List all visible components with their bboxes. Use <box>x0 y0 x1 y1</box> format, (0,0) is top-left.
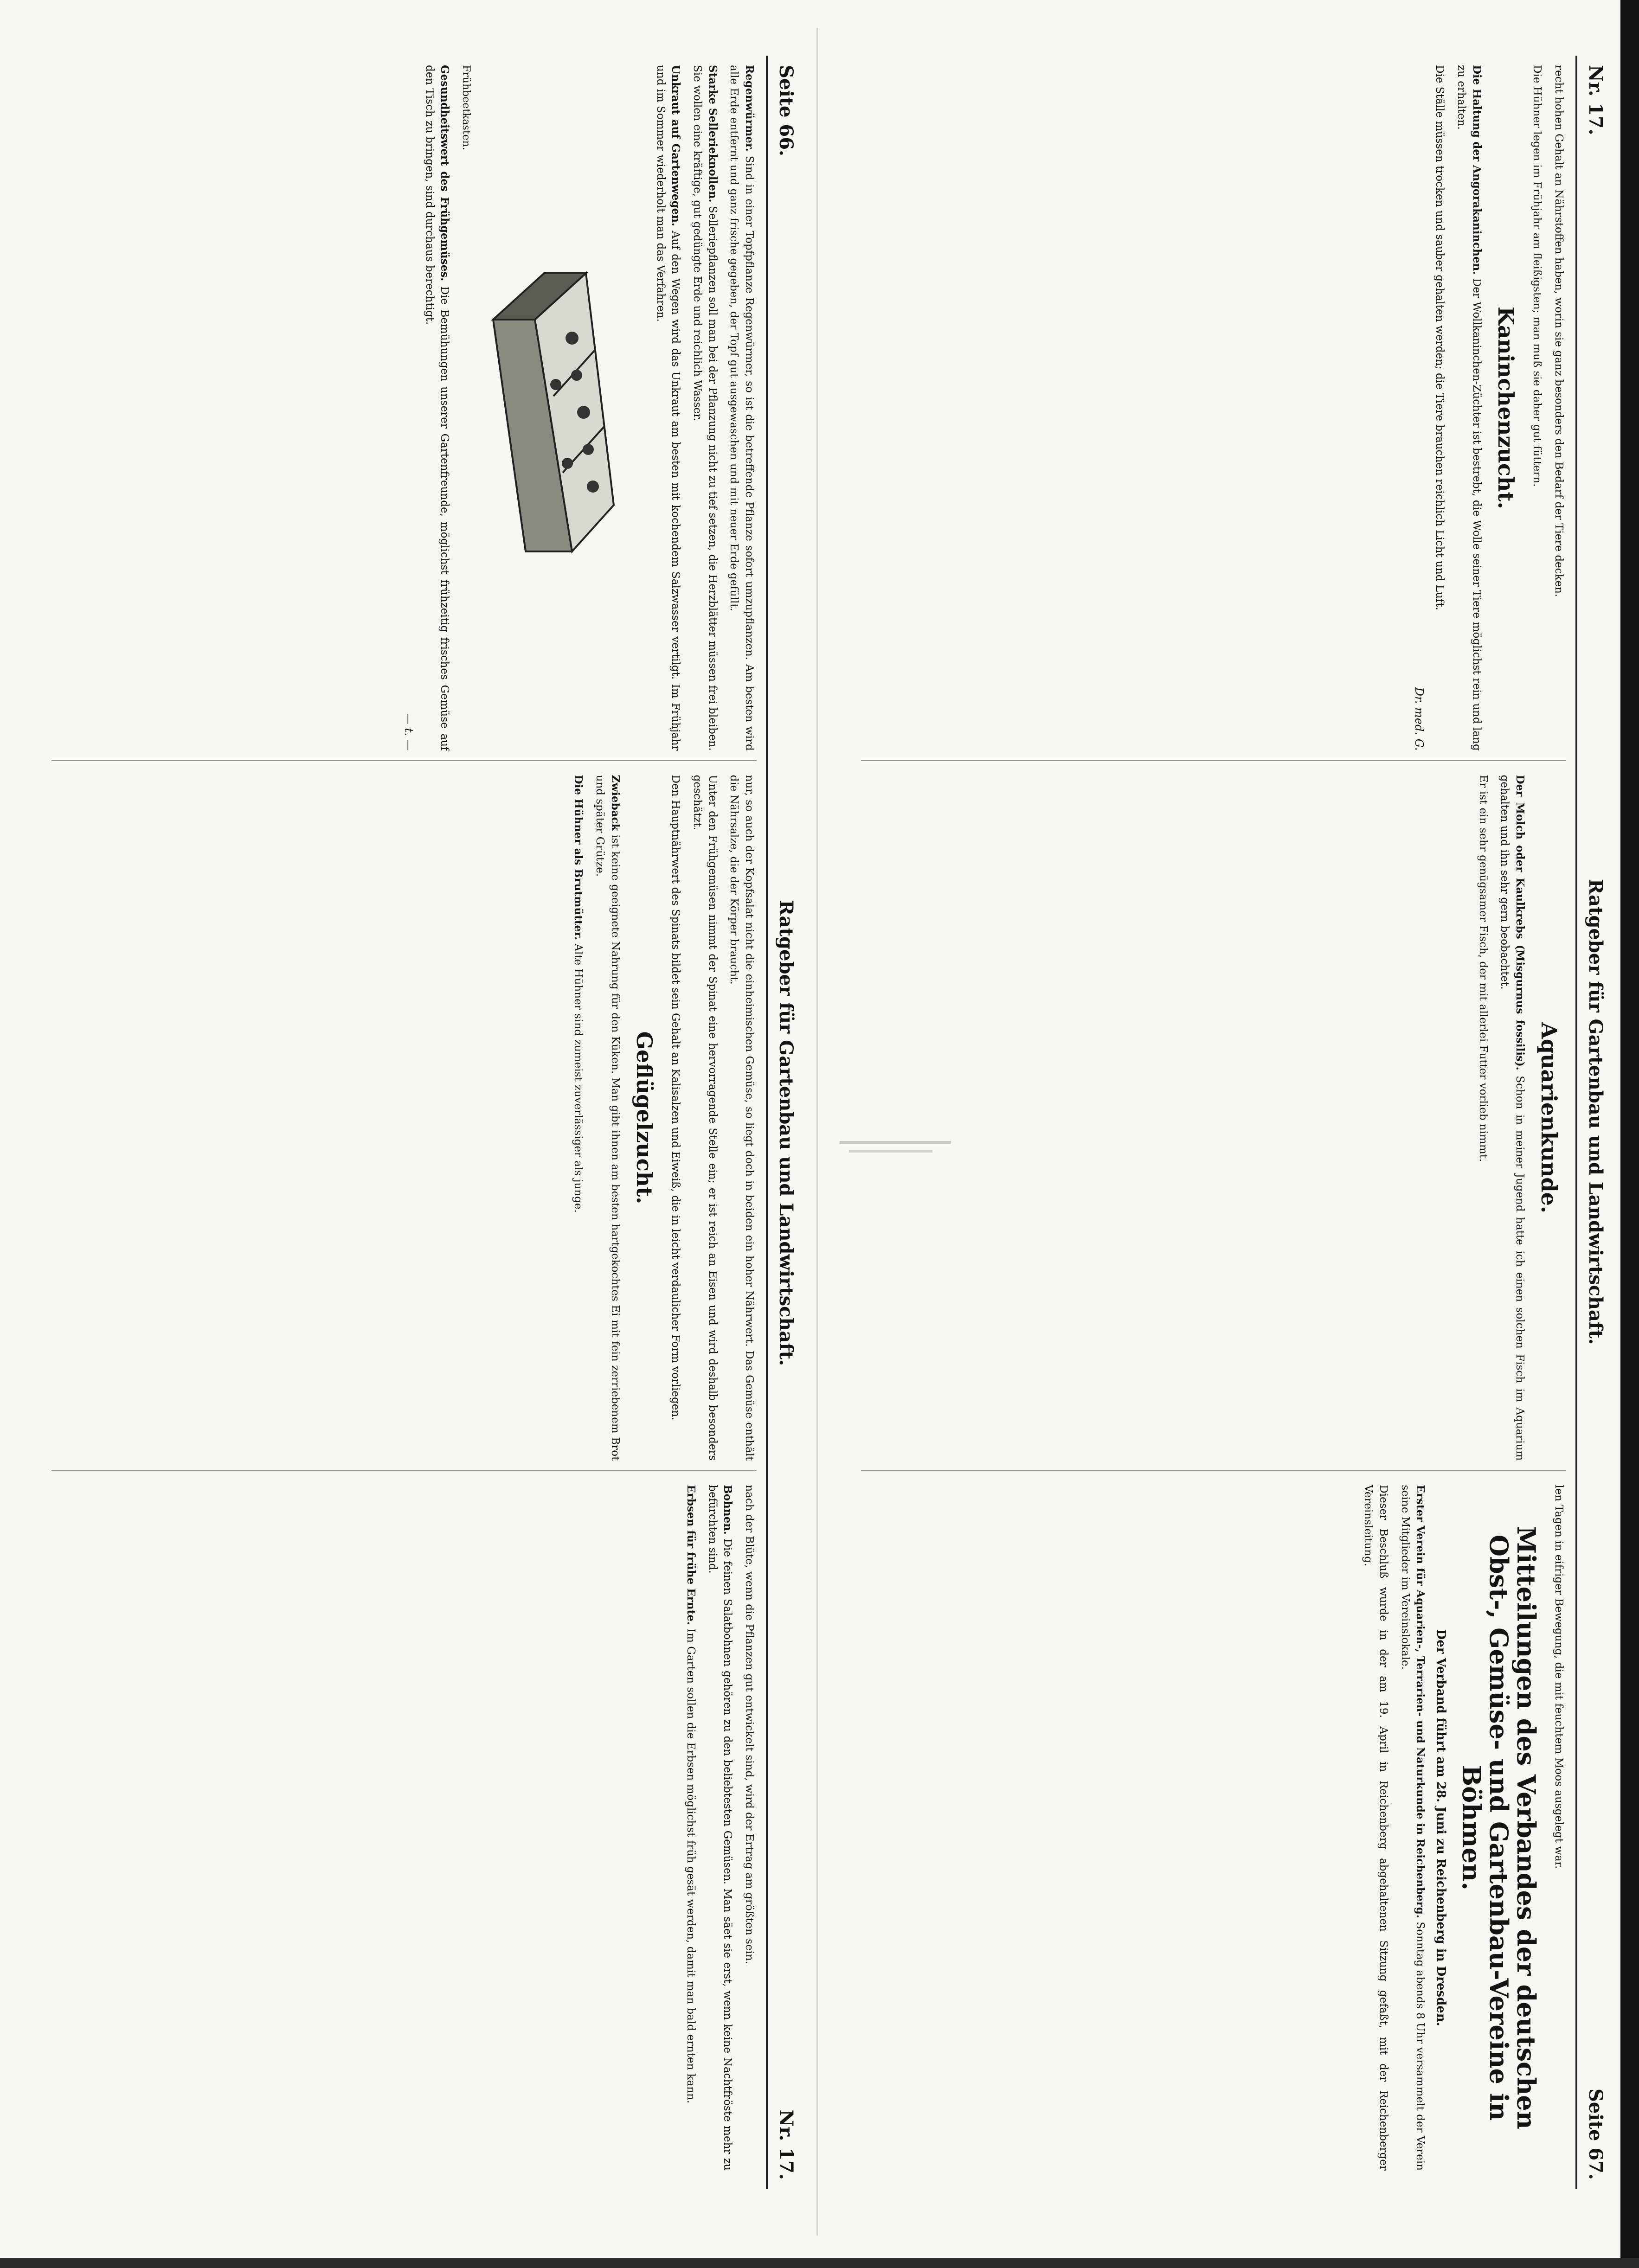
paragraph-text: Dieser Beschluß wurde in der am 19. April in Reichenberg abgehaltenen Sitzung gefaßt, mit der Reichenberger Vereinsleitung. <box>1362 1485 1389 2171</box>
page-number: Seite 67. <box>1585 2089 1607 2180</box>
paragraph-text: Er ist ein sehr genügsamer Fisch, der mit allerlei Futter vorlieb nimmt. <box>1477 775 1489 1162</box>
article-paragraph <box>726 775 757 1461</box>
column-1 <box>861 65 1566 761</box>
paragraph-lead: Zwieback <box>609 775 622 831</box>
section-title: Aquarienkunde. <box>1536 1022 1562 1213</box>
page-gutter <box>816 28 818 2236</box>
cold-frame-illustration <box>479 65 646 751</box>
article-paragraph <box>653 65 683 751</box>
article-paragraph <box>1551 65 1566 751</box>
article-paragraph <box>1453 65 1484 751</box>
cold-frame-drawing <box>484 245 642 570</box>
section-title: Mitteilungen des Verbandes der deutschen Obst-, Gemüse- und Gartenbau-Vereine in Böhmen. <box>1456 1526 1542 2129</box>
paragraph-text: Die Hühner legen im Frühjahr am fleißigsten; man muß sie daher gut füttern. <box>1531 65 1543 487</box>
article-paragraph <box>571 775 586 1461</box>
publication-title: Ratgeber für Gartenbau und Landwirtschaft. <box>775 900 797 1366</box>
paragraph-lead: Regenwürmer. <box>743 65 756 152</box>
article-paragraph <box>1530 65 1545 751</box>
page-header <box>1575 56 1614 2189</box>
paragraph-text: Die feinen Salatbohnen gehören zu den beliebtesten Gemüsen. Man säet sie erst, wenn keine Nachtfröste mehr zu befürchten sind. <box>706 1485 734 2171</box>
paragraph-text: Selleriepflanzen soll man bei der Pflanzung nicht zu tief setzen, die Herzblätter müssen frei bleiben. Sie wollen eine kräftige, gut gedüngte Erde und reichlich Wasser. <box>691 65 719 751</box>
paragraph-text: nur, so auch der Kopfsalat nicht die einheimischen Gemüse, so liegt doch in beiden ein hoher Nährwert. Das Gemüse enthält die Nährsalze, die der Körper braucht. <box>728 775 755 1461</box>
page-66 <box>39 56 805 2189</box>
paragraph-lead: Erbsen für frühe Ernte. <box>685 1485 698 1625</box>
column-container <box>852 56 1575 2189</box>
paragraph-lead: Der Molch oder Kaulkrebs (Misgurnus fossilis). <box>1514 775 1526 1070</box>
article-paragraph <box>689 775 720 1461</box>
page-67 <box>849 56 1614 2189</box>
paragraph-lead: Bohnen. <box>721 1485 734 1535</box>
article-paragraph <box>726 65 757 751</box>
section-subtitle: Der Verband führt am 28. Juni zu Reichenberg in Dresden. <box>1434 1629 1448 2026</box>
page-number: Seite 66. <box>775 65 797 156</box>
article-paragraph <box>1497 775 1527 1461</box>
paragraph-text: nach der Blüte, wenn die Pflanzen gut entwickelt sind, wird der Ertrag am größten sein. <box>743 1485 755 1965</box>
article-paragraph <box>1397 1485 1427 2171</box>
scan-border-bottom <box>0 2258 1639 2268</box>
paragraph-text: Schon in meiner Jugend hatte ich einen solchen Fisch im Aquarium gehalten und ihn sehr gern beobachtet. <box>1498 775 1526 1461</box>
scan-border-right <box>1620 0 1639 2268</box>
article-paragraph <box>1551 1485 1566 2171</box>
paragraph-text: Unter den Frühgemüsen nimmt der Spinat eine hervorragende Stelle ein; er ist reich an Eisen und wird deshalb besonders geschätzt. <box>691 775 719 1461</box>
issue-number: Nr. 17. <box>1585 65 1607 135</box>
article-signature: Dr. med. G. <box>1412 687 1426 751</box>
article-paragraph <box>1361 1485 1391 2171</box>
page-header <box>766 56 805 2189</box>
paragraph-text: Alte Hühner sind zumeist zuverlässiger als junge. <box>572 943 585 1213</box>
paragraph-lead: Starke Sellerieknollen. <box>706 65 719 203</box>
column-2 <box>51 775 757 1471</box>
column-container <box>42 56 766 2189</box>
paragraph-text: len Tagen in eifriger Bewegung, die mit feuchtem Moos ausgelegt war. <box>1553 1485 1565 1869</box>
article-paragraph <box>668 775 683 1461</box>
column-3 <box>51 1485 757 2180</box>
article-signature: — t. — <box>402 713 415 751</box>
paragraph-text: Der Wollkaninchen-Züchter ist bestrebt, die Wolle seiner Tiere möglichst rein und lang zu erhalten. <box>1455 65 1483 751</box>
publication-title: Ratgeber für Gartenbau und Landwirtschaft. <box>1585 878 1607 1345</box>
section-title: Geflügelzucht. <box>631 1031 657 1204</box>
paragraph-text: Die Ställe müssen trocken und sauber gehalten werden; die Tiere brauchen reichlich Licht und Luft. <box>1433 65 1446 610</box>
ink-smudge <box>835 1132 956 1164</box>
section-title: Kaninchenzucht. <box>1493 307 1518 509</box>
article-paragraph <box>689 65 720 751</box>
column-1 <box>51 65 757 761</box>
article-paragraph <box>683 1485 698 2171</box>
article-paragraph <box>1432 65 1447 751</box>
article-paragraph <box>1475 775 1491 1461</box>
figure-caption: Frühbeetkasten. <box>460 65 472 150</box>
paragraph-lead: Die Haltung der Angorakaninchen. <box>1470 65 1483 275</box>
paragraph-text: Auf den Wegen wird das Unkraut am besten mit kochendem Salzwasser vertilgt. Im Frühjahr und im Sommer wiederholt man das Verfahren. <box>654 65 682 751</box>
paragraph-lead: Erster Verein für Aquarien-, Terrarien- und Naturkunde in Reichenberg. <box>1414 1485 1427 1918</box>
article-paragraph <box>705 1485 735 2171</box>
paragraph-text: ist keine geeignete Nahrung für den Küken. Man gibt ihnen am besten hartgekochtes Ei mit fein zerriebenem Brot und später Grütze. <box>594 775 621 1461</box>
article-paragraph <box>422 65 452 751</box>
paragraph-text: Die Bemühungen unserer Gartenfreunde, möglichst frühzeitig frisches Gemüse auf den Tisch zu bringen, sind durchaus berechtigt. <box>423 65 451 751</box>
paragraph-lead: Gesundheitswert des Frühgemüses. <box>438 65 451 282</box>
article-paragraph <box>592 775 622 1461</box>
column-3 <box>861 1485 1566 2180</box>
article-paragraph <box>741 1485 757 2171</box>
paragraph-text: Sind in einer Topfpflanze Regenwürmer, so ist die betreffende Pflanze sofort umzupflanzen. Am besten wird alle Erde entfernt und ganz frische gegeben, der Topf gut ausgewaschen und mit neuer Erde gefüllt. <box>728 65 755 751</box>
column-2 <box>861 775 1566 1471</box>
paragraph-text: Im Garten sollen die Erbsen möglichst früh gesät werden, damit man bald ernten kann. <box>685 1628 697 2104</box>
paragraph-lead: Unkraut auf Gartenwegen. <box>669 65 682 226</box>
paragraph-text: Den Hauptnährwert des Spinats bildet sein Gehalt an Kalisalzen und Eiweiß, die in leicht verdaulicher Form vorliegen. <box>669 775 682 1421</box>
issue-number: Nr. 17. <box>775 2109 797 2180</box>
paragraph-lead: Die Hühner als Brutmütter. <box>572 775 585 941</box>
paragraph-text: Sonntag abends 8 Uhr versammelt der Verein seine Mitglieder im Vereinslokale. <box>1399 1485 1427 2171</box>
paragraph-text: recht hohen Gehalt an Nährstoffen haben, worin sie ganz besonders den Bedarf der Tiere decken. <box>1553 65 1565 597</box>
